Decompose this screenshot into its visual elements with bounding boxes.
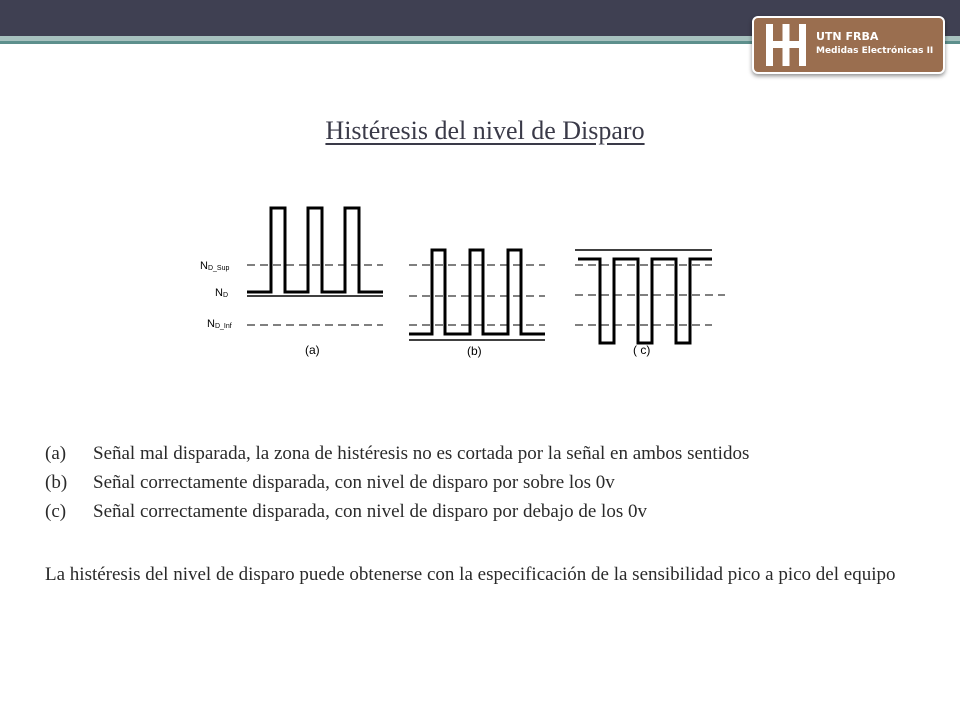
label-nd-inf: ND_Inf	[207, 318, 232, 330]
signal-a	[247, 208, 383, 292]
item-marker: (b)	[45, 472, 68, 493]
signal-b	[409, 250, 545, 334]
panel-c	[575, 250, 725, 357]
caption-a: (a)	[305, 343, 320, 357]
caption-b: (b)	[467, 344, 482, 358]
signal-c	[578, 259, 712, 343]
item-text: Señal mal disparada, la zona de histéresis no es cortada por la señal en ambos sentidos	[93, 443, 750, 464]
utn-logo-icon	[760, 21, 812, 69]
item-text: Señal correctamente disparada, con nivel de disparo por sobre los 0v	[93, 472, 615, 493]
item-text: Señal correctamente disparada, con nivel de disparo por debajo de los 0v	[93, 501, 647, 522]
panel-b	[409, 250, 545, 358]
badge-title: UTN FRBA	[816, 30, 879, 43]
caption-c: ( c)	[633, 343, 651, 357]
item-marker: (a)	[45, 443, 67, 464]
body-paragraph: La histéresis del nivel de disparo puede obtenerse con la especificación de la sensibilidad pico a pico del equipo	[45, 564, 896, 585]
item-marker: (c)	[45, 501, 67, 522]
utn-badge	[752, 16, 945, 74]
hysteresis-diagram	[195, 195, 755, 380]
slide-title: Histéresis del nivel de Disparo	[325, 116, 645, 145]
panel-a	[247, 208, 383, 357]
label-nd-sup: ND_Sup	[200, 260, 230, 272]
badge-subtitle: Medidas Electrónicas II	[816, 46, 934, 56]
label-nd: ND	[215, 287, 229, 299]
